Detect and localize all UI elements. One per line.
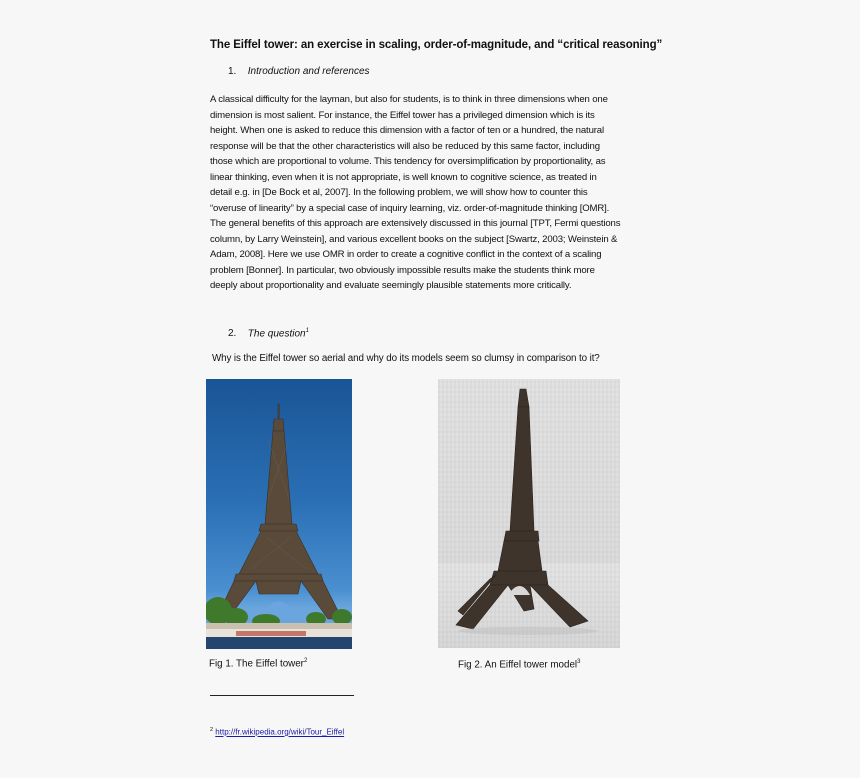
caption-text: Fig 1. The Eiffel tower — [209, 658, 304, 670]
paragraph-line: A classical difficulty for the layman, but also for students, is to think in three dimensions when one — [210, 94, 608, 105]
eiffel-tower-model-photo — [438, 379, 620, 648]
footnote-link[interactable]: http://fr.wikipedia.org/wiki/Tour_Eiffel — [215, 727, 345, 737]
paragraph-line: problem [Bonner]. In particular, two obviously impossible results make the students think more — [210, 264, 595, 276]
paragraph-line: “overuse of linearity” by a special case of inquiry learning, viz. order-of-magnitude thinking [OMR]. — [210, 202, 610, 214]
paragraph-line: column, by Larry Weinstein], and various excellent books on the subject [Swartz, 2003; Weinstein & — [210, 233, 618, 245]
footnote — [210, 727, 344, 737]
paragraph-line: dimension is most salient. For instance, the Eiffel tower has a privileged dimension which is its — [210, 109, 595, 121]
section-heading-introduction — [228, 66, 370, 77]
footnote-separator — [210, 695, 354, 696]
intro-paragraph — [210, 92, 658, 294]
eiffel-tower-illustration — [206, 379, 352, 649]
eiffel-tower-photo — [206, 379, 352, 649]
paragraph-line: response will be that the other characteristics will also be reduced by this same factor, including — [210, 140, 600, 152]
section-number: 1. — [228, 66, 237, 77]
document-title: The Eiffel tower: an exercise in scaling, order-of-magnitude, and “critical reasoning” — [210, 39, 663, 51]
paragraph-line: height. When one is asked to reduce this dimension with a factor of ten or a hundred, the natural — [210, 125, 604, 136]
paragraph-line: detail e.g. in [De Bock et al, 2007]. In the following problem, we will show how to counter this — [210, 187, 588, 198]
footnote-ref[interactable]: 1 — [305, 328, 309, 334]
footnote-number: 2 — [210, 727, 214, 733]
paragraph-line: The general benefits of this approach are extensively discussed in this journal [TPT, Fermi questions — [210, 218, 621, 229]
paragraph-line: Adam, 2008]. Here we use OMR in order to create a cognitive conflict in the context of a scaling — [210, 249, 602, 260]
eiffel-tower-model-illustration — [438, 379, 620, 648]
question-text: Why is the Eiffel tower so aerial and why do its models seem so clumsy in comparison to it? — [212, 353, 600, 364]
footnote-ref[interactable]: 3 — [577, 659, 581, 665]
footnote-ref[interactable]: 2 — [303, 658, 308, 664]
section-number: 2. — [228, 328, 237, 340]
caption-text: Fig 2. An Eiffel tower model — [458, 659, 578, 671]
paragraph-line: those which are proportional to volume. This tendency for oversimplification by proportionality, as — [210, 156, 606, 167]
section-title: The question — [247, 328, 306, 340]
section-heading-question — [228, 328, 309, 339]
paragraph-line: deeply about proportionality and evaluate seemingly plausible statements more critically. — [210, 280, 572, 291]
figure-2-caption — [458, 659, 580, 670]
section-title: Introduction and references — [247, 66, 370, 77]
paragraph-line: linear thinking, even when it is not appropriate, is well known to cognitive science, as treated in — [210, 171, 597, 183]
figure-1-caption — [209, 658, 307, 669]
